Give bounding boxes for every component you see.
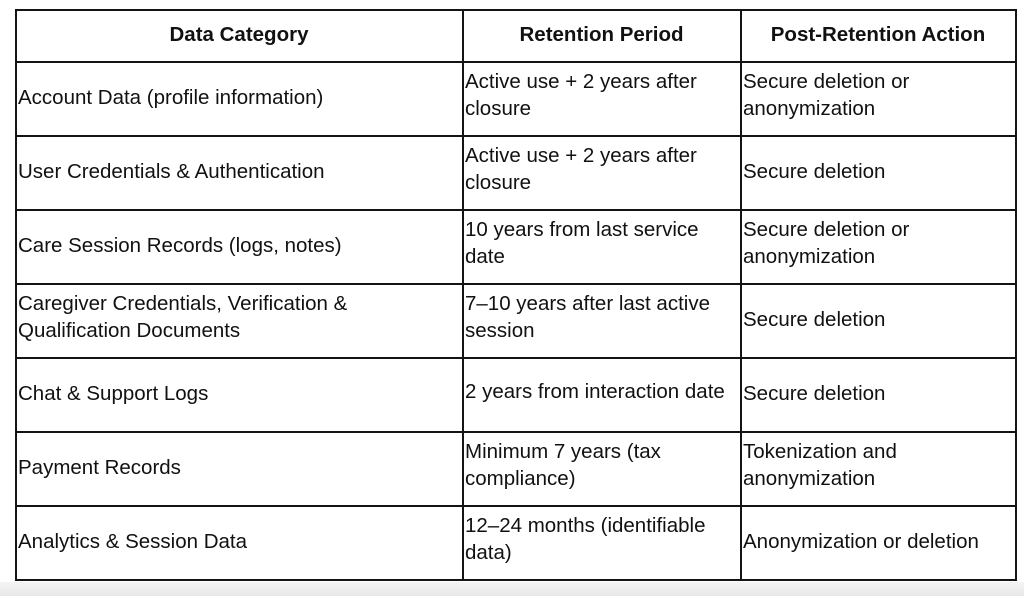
table-row <box>16 432 1016 506</box>
cell-action: Secure deletion <box>741 136 1016 210</box>
cell-action: Secure deletion <box>741 284 1016 358</box>
header-retention-period: Retention Period <box>463 10 741 62</box>
cell-retention-period: 10 years from last service date <box>463 210 741 284</box>
cell-action: Tokenization and anonymization <box>741 432 1016 506</box>
cell-category: Care Session Records (logs, notes) <box>16 210 463 284</box>
header-row <box>16 10 1016 62</box>
header-post-retention-action: Post-Retention Action <box>741 10 1016 62</box>
data-retention-table <box>15 9 1017 581</box>
table-row <box>16 210 1016 284</box>
cell-category: Chat & Support Logs <box>16 358 463 432</box>
cell-retention-period: 7–10 years after last active session <box>463 284 741 358</box>
bottom-shade <box>0 582 1024 596</box>
cell-retention-period: Active use + 2 years after closure <box>463 136 741 210</box>
table-row <box>16 62 1016 136</box>
cell-retention-period: Minimum 7 years (tax compliance) <box>463 432 741 506</box>
cell-retention-period: 12–24 months (identifiable data) <box>463 506 741 580</box>
table-row <box>16 136 1016 210</box>
table-row <box>16 284 1016 358</box>
cell-action: Secure deletion <box>741 358 1016 432</box>
cell-action: Secure deletion or anonymization <box>741 210 1016 284</box>
cell-category: Analytics & Session Data <box>16 506 463 580</box>
cell-action: Secure deletion or anonymization <box>741 62 1016 136</box>
cell-category: Caregiver Credentials, Verification & Qualification Documents <box>16 284 463 358</box>
cell-category: Payment Records <box>16 432 463 506</box>
cell-action: Anonymization or deletion <box>741 506 1016 580</box>
table-row <box>16 358 1016 432</box>
table-row <box>16 506 1016 580</box>
cell-category: Account Data (profile information) <box>16 62 463 136</box>
header-data-category: Data Category <box>16 10 463 62</box>
cell-retention-period: 2 years from interaction date <box>463 358 741 432</box>
cell-category: User Credentials & Authentication <box>16 136 463 210</box>
cell-retention-period: Active use + 2 years after closure <box>463 62 741 136</box>
